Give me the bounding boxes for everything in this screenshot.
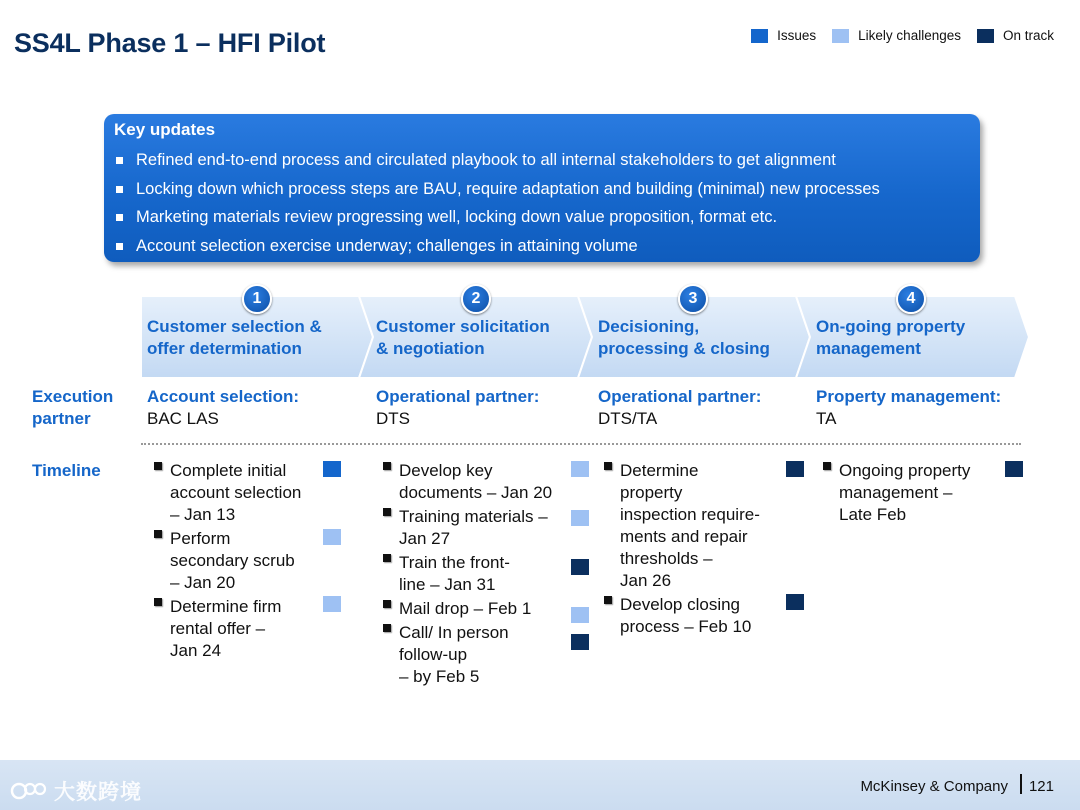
status-indicator [571,634,589,650]
key-update-item: Marketing materials review progressing well, locking down value proposition, format etc. [114,203,970,232]
legend-item-on-track [977,28,1054,43]
status-indicator [323,596,341,612]
legend-item-issues [751,28,816,43]
step-4-label-line1: On-going property [816,317,966,336]
legend-label-on-track: On track [1002,28,1054,43]
partner-step-3 [598,386,761,430]
status-indicator [323,529,341,545]
step-2-number-badge: 2 [461,284,491,314]
step-2-label [376,316,550,360]
watermark-logo-icon [10,780,48,802]
timeline-item-line: Develop closing [620,595,741,614]
timeline-item [603,460,783,592]
status-indicator [786,594,804,610]
execution-partner-row-label [32,386,113,430]
status-indicator [571,510,589,526]
timeline-item-line: line – Jan 31 [399,575,496,594]
step-4-number-badge: 4 [896,284,926,314]
timeline-item-line: property [620,483,683,502]
partner-role: Operational partner: [376,387,540,406]
step-1-label-line2: offer determination [147,339,302,358]
legend-item-likely-challenges [832,28,961,43]
legend-label-issues: Issues [777,28,817,43]
partner-name: TA [816,409,837,428]
timeline-item [382,460,568,504]
step-2-label-line2: & negotiation [376,339,485,358]
square-bullet-icon [383,508,391,516]
timeline-item [153,528,321,594]
partner-role: Account selection: [147,387,300,406]
step-4-label [816,316,965,360]
square-bullet-icon [383,554,391,562]
timeline-item [822,460,1002,526]
timeline-item-line: Jan 26 [620,571,672,590]
step-3-label [598,316,770,360]
timeline-item-line: Ongoing property [839,461,971,480]
footer-bar [0,760,1080,810]
watermark-text: 大数跨境 [54,781,142,804]
execution-label-line2: partner [32,409,91,428]
step-3-label-line2: processing & closing [598,339,770,358]
timeline-item-line: Develop key [399,461,493,480]
status-indicator [571,607,589,623]
partner-name: DTS [376,409,410,428]
timeline-item-line: account selection [170,483,302,502]
legend-swatch-likely-challenges [832,29,849,43]
timeline-item-line: rental offer – [170,619,266,638]
square-bullet-icon [383,462,391,470]
legend-swatch-issues [751,29,768,43]
watermark [10,776,142,806]
square-bullet-icon [154,462,162,470]
legend [751,28,1054,43]
timeline-item-line: thresholds – [620,549,713,568]
key-updates-heading: Key updates [114,120,216,139]
timeline-item-line: – Jan 13 [170,505,236,524]
timeline-column-1 [153,460,321,664]
timeline-item-line: management – [839,483,953,502]
step-4-label-line2: management [816,339,921,358]
timeline-item [382,552,568,596]
timeline-item [153,460,321,526]
key-updates-list [114,146,970,260]
step-1-number-badge: 1 [242,284,272,314]
square-bullet-icon [383,600,391,608]
partner-step-4 [816,386,1001,430]
page-number: 121 [1028,778,1054,795]
key-updates-box [104,114,980,262]
timeline-item-line: follow-up [399,645,468,664]
square-bullet-icon [823,462,831,470]
timeline-item-line: secondary scrub [170,551,295,570]
timeline-item-line: – Jan 20 [170,573,236,592]
square-bullet-icon [154,530,162,538]
timeline-item-line: Call/ In person [399,623,509,642]
legend-swatch-on-track [977,29,994,43]
footer-company-name: McKinsey & Company [860,778,1008,795]
key-update-item: Account selection exercise underway; challenges in attaining volume [114,232,970,261]
page-title: SS4L Phase 1 – HFI Pilot [14,28,326,58]
step-3-number-badge: 3 [678,284,708,314]
square-bullet-icon [154,598,162,606]
timeline-item-line: – by Feb 5 [399,667,480,686]
key-update-item: Locking down which process steps are BAU, require adaptation and building (minimal) new processes [114,175,970,204]
timeline-item-line: ments and repair [620,527,748,546]
execution-label-line1: Execution [32,387,114,406]
timeline-column-4 [822,460,1002,528]
timeline-item [382,506,568,550]
step-1-label-line1: Customer selection & [147,317,322,336]
timeline-item-line: Determine firm [170,597,282,616]
status-indicator [786,461,804,477]
timeline-item-line: Late Feb [839,505,907,524]
timeline-item-line: process – Feb 10 [620,617,752,636]
key-update-item: Refined end-to-end process and circulated playbook to all internal stakeholders to get alignment [114,146,970,175]
square-bullet-icon [604,462,612,470]
timeline-column-3 [603,460,783,640]
step-2-label-line1: Customer solicitation [376,317,550,336]
timeline-column-2 [382,460,568,690]
timeline-item [382,598,568,620]
timeline-item [382,622,568,688]
timeline-item-line: Jan 27 [399,529,451,548]
timeline-item [153,596,321,662]
square-bullet-icon [383,624,391,632]
timeline-row-label: Timeline [32,461,101,480]
partner-step-1 [147,386,299,430]
timeline-item-line: Complete initial [170,461,287,480]
partner-name: BAC LAS [147,409,219,428]
timeline-item-line: Mail drop – Feb 1 [399,599,532,618]
timeline-item-line: documents – Jan 20 [399,483,553,502]
section-divider [141,443,1021,445]
timeline-item [603,594,783,638]
status-indicator [323,461,341,477]
footer-separator [1020,774,1022,794]
partner-name: DTS/TA [598,409,658,428]
status-indicator [571,559,589,575]
legend-label-likely-challenges: Likely challenges [858,28,961,43]
square-bullet-icon [604,596,612,604]
status-indicator [1005,461,1023,477]
timeline-item-line: Determine [620,461,699,480]
step-3-label-line1: Decisioning, [598,317,700,336]
timeline-item-line: Training materials – [399,507,548,526]
timeline-item-line: inspection require- [620,505,760,524]
timeline-item-line: Jan 24 [170,641,222,660]
status-indicator [571,461,589,477]
partner-role: Operational partner: [598,387,762,406]
step-1-label [147,316,322,360]
partner-role: Property management: [816,387,1002,406]
timeline-item-line: Train the front- [399,553,510,572]
timeline-item-line: Perform [170,529,231,548]
partner-step-2 [376,386,539,430]
